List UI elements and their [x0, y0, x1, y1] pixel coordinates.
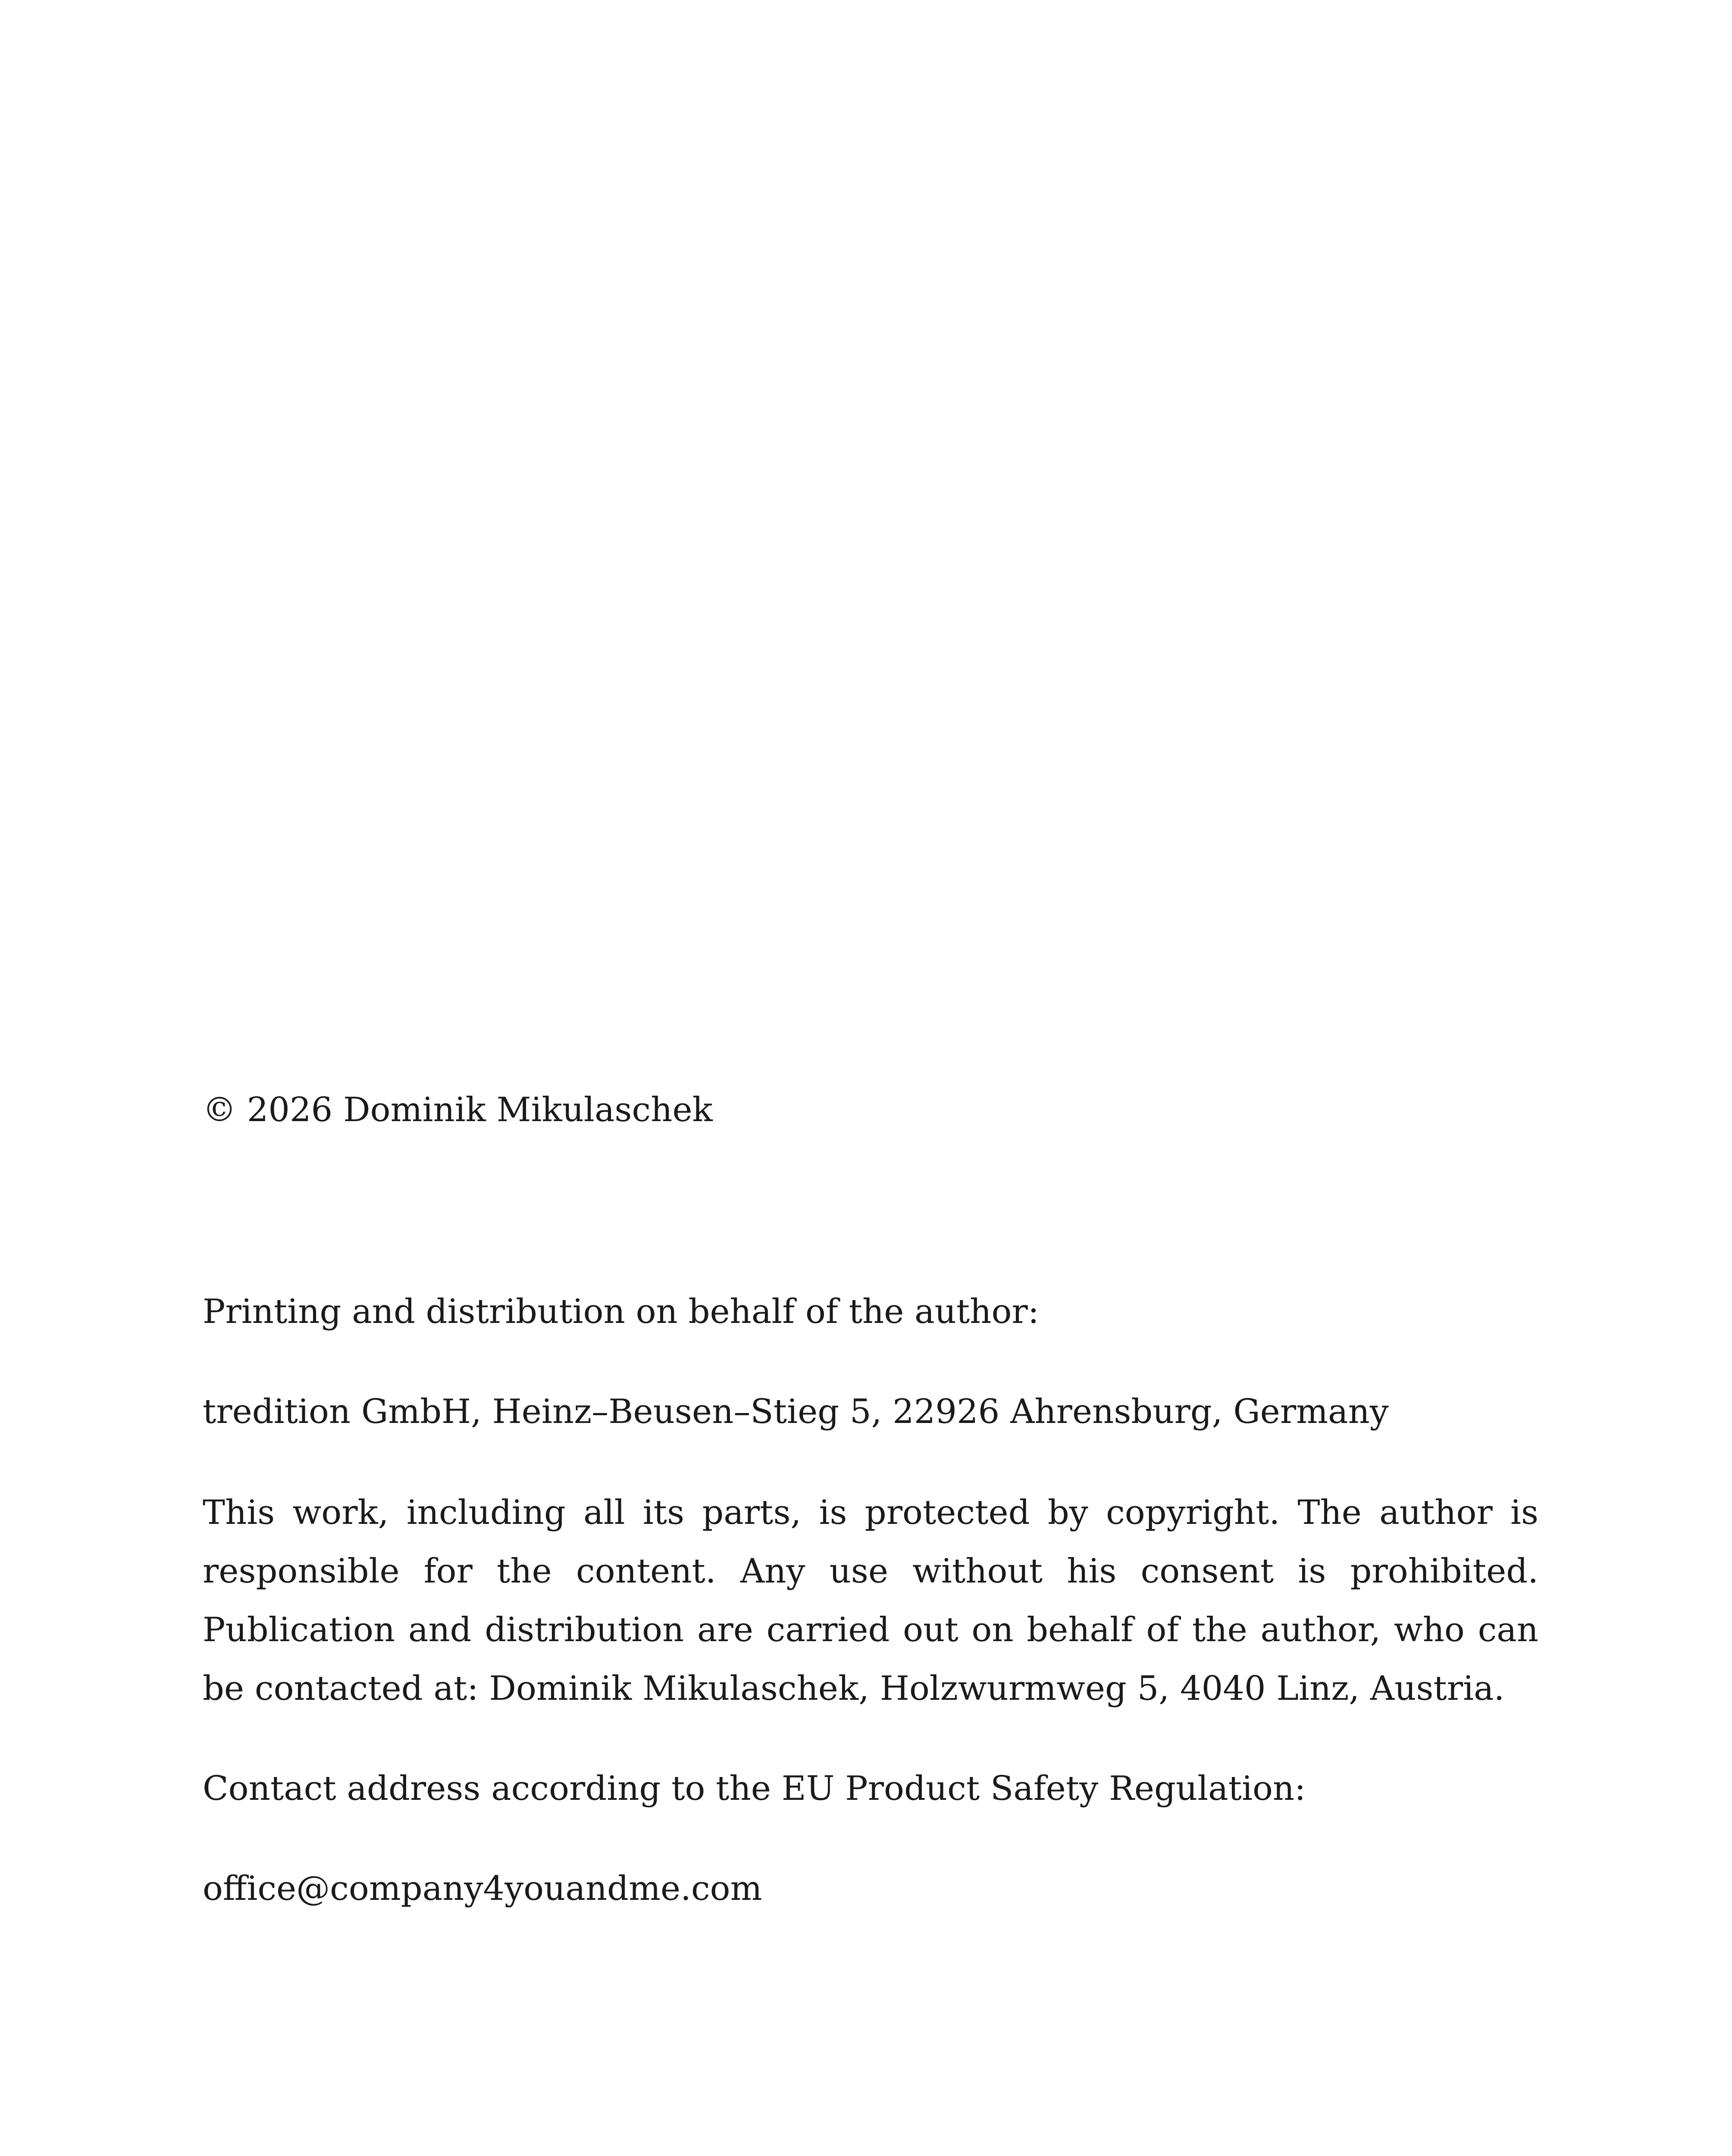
contact-email: office@company4youandme.com [203, 1869, 762, 1908]
publisher-address: tredition GmbH, Heinz–Beusen–Stieg 5, 22926 Ahrensburg, Germany [203, 1392, 1389, 1431]
printing-label: Printing and distribution on behalf of the author: [203, 1292, 1040, 1331]
contact-label: Contact address according to the EU Product Safety Regulation: [203, 1769, 1306, 1808]
copyright-line: © 2026 Dominik Mikulaschek [203, 1091, 713, 1129]
copyright-notice: This work, including all its parts, is protected by copyright. The author is responsible for the content. Any use without his consent is prohibited. Publication and distribution are carried out on behalf of the author, who can be contacted at: Dominik Mikulaschek, Holzwurmweg 5, 4040 Linz, Austria. [203, 1493, 1538, 1708]
